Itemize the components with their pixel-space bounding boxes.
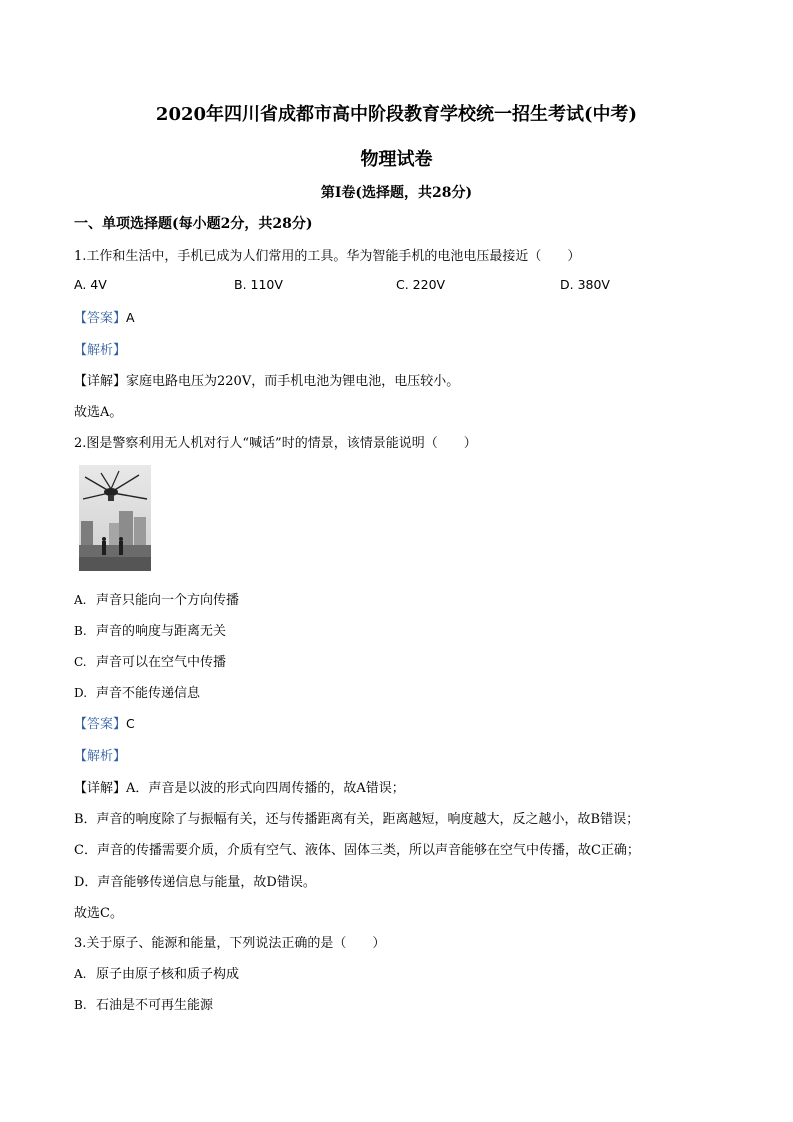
- q2-stem: 2.图是警察利用无人机对行人“喊话”时的情景，该情景能说明（ ）: [74, 436, 477, 451]
- q3-option-b: B. 石油是不可再生能源: [74, 998, 214, 1013]
- q1-detail-row: [74, 370, 459, 389]
- q2-answer: C: [126, 716, 135, 731]
- q1-option-b: B. 110V: [234, 277, 283, 292]
- answer-tag: 【答案】: [74, 311, 127, 326]
- q1-answer-row: [74, 307, 135, 326]
- drone-photo-icon: [79, 465, 151, 571]
- q2-option-b: B. 声音的响度与距离无关: [74, 624, 227, 639]
- q1-answer: A: [126, 310, 135, 325]
- q1-conclusion: 故选A。: [74, 405, 123, 420]
- q2-detail-line-b: B．声音的响度除了与振幅有关，还与传播距离有关，距离越短，响度越大，反之越小，故B错误；: [74, 812, 640, 827]
- section-heading: 一、单项选择题(每小题2分，共28分): [74, 216, 313, 232]
- exam-subtitle: 物理试卷: [360, 149, 433, 170]
- detail-tag: 【详解】: [74, 374, 127, 389]
- q2-option-a: A. 声音只能向一个方向传播: [74, 593, 240, 608]
- q1-analysis-tag: 【解析】: [74, 343, 127, 358]
- exam-title: 2020年四川省成都市高中阶段教育学校统一招生考试(中考): [155, 104, 638, 125]
- q3-option-a: A. 原子由原子核和质子构成: [74, 967, 240, 982]
- q1-detail: 家庭电路电压为220V，而手机电池为锂电池，电压较小。: [126, 374, 460, 389]
- q3-stem: 3.关于原子、能源和能量，下列说法正确的是（ ）: [74, 936, 386, 951]
- q1-option-a: A. 4V: [74, 277, 107, 292]
- q1-stem: 1.工作和生活中，手机已成为人们常用的工具。华为智能手机的电池电压最接近（ ）: [74, 249, 581, 264]
- q2-option-c: C. 声音可以在空气中传播: [74, 655, 227, 670]
- detail-tag: 【详解】: [74, 781, 127, 796]
- volume-heading: 第I卷(选择题，共28分): [320, 185, 473, 201]
- q2-conclusion: 故选C。: [74, 906, 123, 921]
- q2-detail-line-d: D．声音能够传递信息与能量，故D错误。: [74, 875, 316, 890]
- answer-tag: 【答案】: [74, 717, 127, 732]
- q2-option-d: D. 声音不能传递信息: [74, 686, 201, 701]
- q2-detail-line-c: C．声音的传播需要介质，介质有空气、液体、固体三类，所以声音能够在空气中传播，故C正确；: [74, 843, 640, 858]
- q1-option-c: C. 220V: [396, 277, 446, 292]
- q2-analysis-tag: 【解析】: [74, 749, 127, 764]
- q1-option-d: D. 380V: [560, 277, 610, 292]
- q2-detail-line-a: 【详解】A．声音是以波的形式向四周传播的，故A错误；: [74, 781, 405, 796]
- q2-answer-row: [74, 713, 135, 732]
